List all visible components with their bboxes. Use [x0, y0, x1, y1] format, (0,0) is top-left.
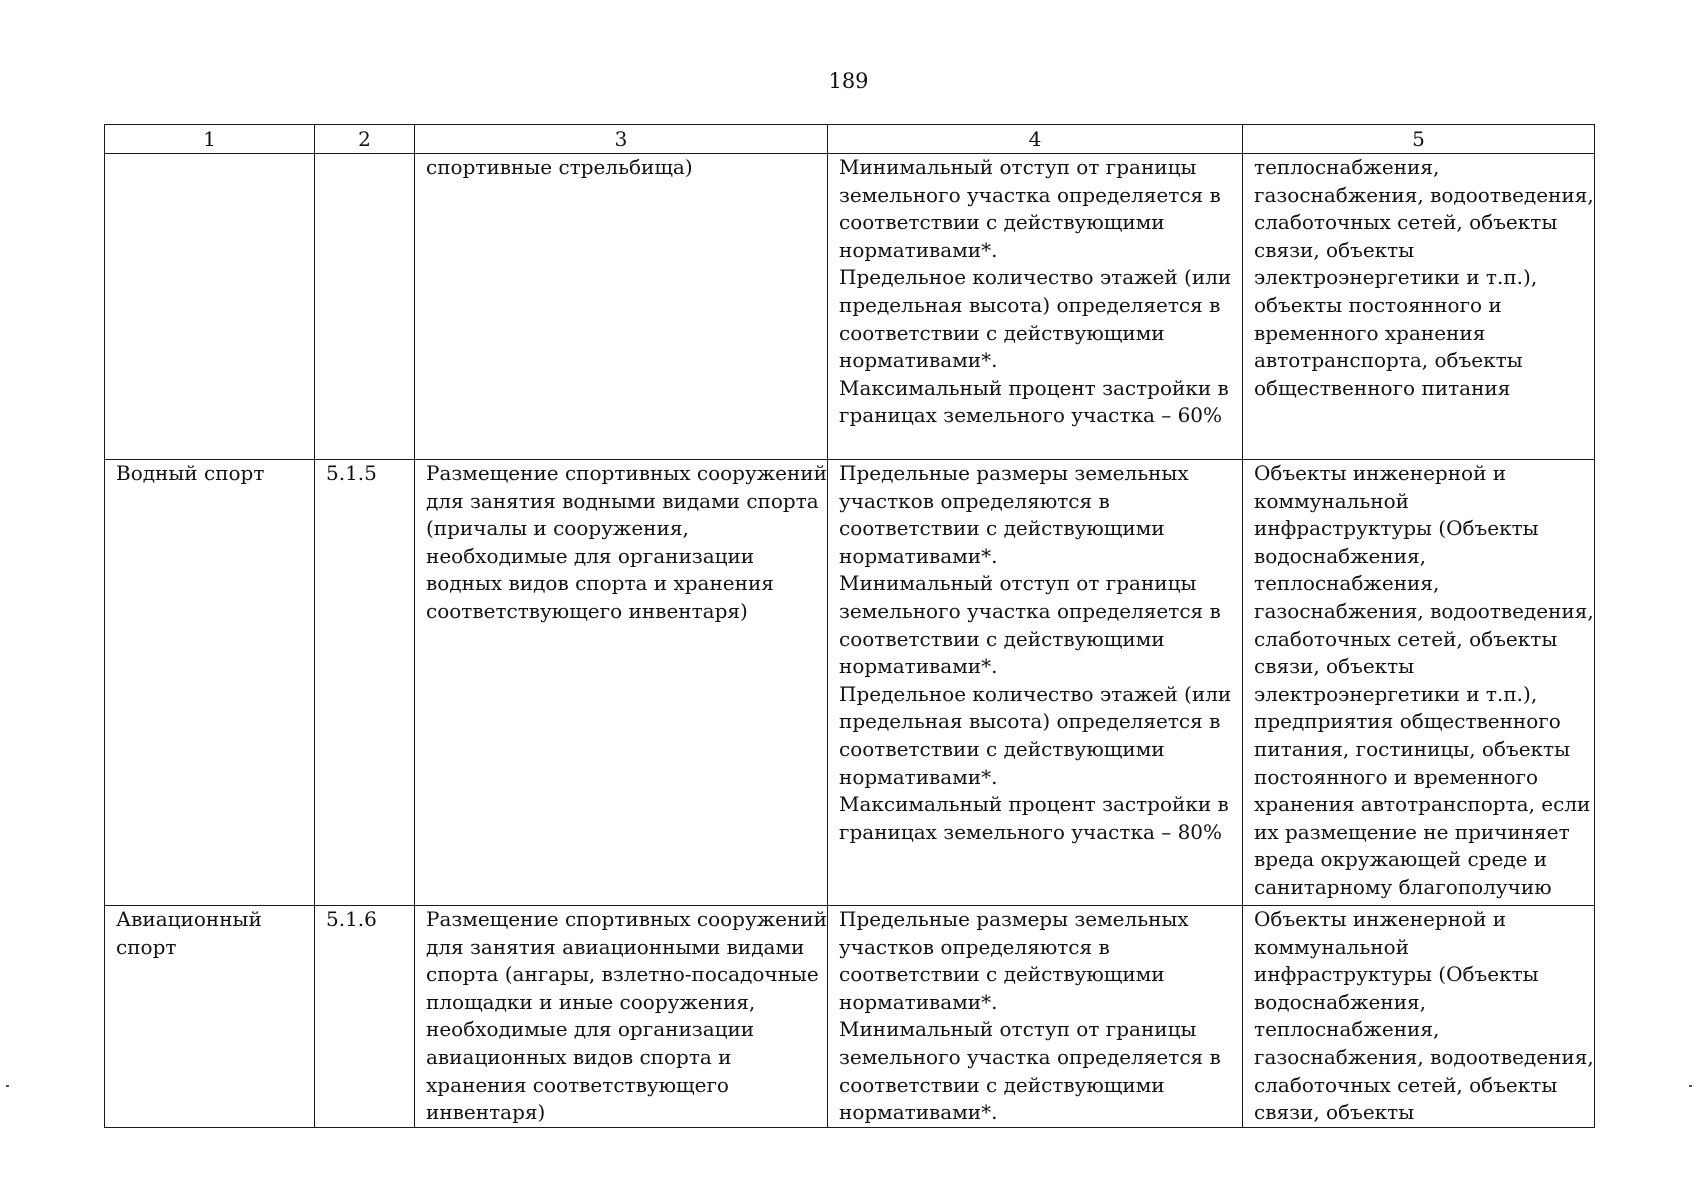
description-cell [415, 154, 828, 460]
text-line: соответствии с действующими [839, 626, 1165, 651]
text-line: слаботочных сетей, объекты [1254, 1072, 1558, 1097]
text-line: соответствии с действующими [839, 210, 1165, 235]
text-line: вреда окружающей среде и [1254, 847, 1548, 872]
text-line: связи, объекты [1254, 1100, 1415, 1125]
text-line: участков определяются в [839, 488, 1110, 513]
text-line: земельного участка определяется в [839, 598, 1221, 623]
text-line: Предельное количество этажей (или [839, 265, 1232, 290]
text-line: предприятия общественного [1254, 709, 1561, 734]
text-line: (причалы и сооружения, [426, 516, 689, 541]
text-line: границах земельного участка – 80% [839, 819, 1223, 844]
text-line: инфраструктуры (Объекты [1254, 516, 1539, 541]
land-use-table [104, 124, 1595, 1128]
text-line: нормативами*. [839, 237, 998, 262]
text-line: хранения соответствующего [426, 1072, 729, 1097]
text-line: водных видов спорта и хранения [426, 571, 774, 596]
text-line: теплоснабжения, [1254, 155, 1440, 179]
use-name-cell [105, 460, 315, 906]
column-number-3: 3 [415, 125, 828, 154]
text-line: авиационных видов спорта и [426, 1044, 732, 1069]
text-line: Максимальный процент застройки в [839, 375, 1229, 400]
text-line: нормативами*. [839, 1100, 998, 1125]
parameters-cell [828, 906, 1243, 1128]
text-line: участков определяются в [839, 934, 1110, 959]
text-line: соответствии с действующими [839, 1072, 1165, 1097]
text-line: постоянного и временного [1254, 764, 1539, 789]
text-line: соответствии с действующими [839, 320, 1165, 345]
column-number-1: 1 [105, 125, 315, 154]
text-line: земельного участка определяется в [839, 182, 1221, 207]
auxiliary-uses-cell [1243, 906, 1595, 1128]
parameters-cell [828, 154, 1243, 460]
text-line: Водный спорт [116, 461, 265, 485]
code-cell [315, 154, 415, 460]
text-line: 5.1.5 [326, 461, 377, 485]
text-line: Максимальный процент застройки в [839, 792, 1229, 817]
text-line: водоснабжения, [1254, 989, 1427, 1014]
text-line: Предельное количество этажей (или [839, 681, 1232, 706]
text-line: питания, гостиницы, объекты [1254, 736, 1571, 761]
code-cell [315, 906, 415, 1128]
text-line: хранения автотранспорта, если [1254, 792, 1591, 817]
text-line: Минимальный отступ от границы [839, 1017, 1197, 1042]
text-line: Объекты инженерной и [1254, 461, 1507, 485]
description-cell [415, 906, 828, 1128]
column-number-row [105, 125, 1595, 154]
text-line: предельная высота) определяется в [839, 709, 1221, 734]
text-line: теплоснабжения, [1254, 571, 1440, 596]
text-line: электроэнергетики и т.п.), [1254, 265, 1538, 290]
table-row-continuation [105, 154, 1595, 460]
text-line: объекты постоянного и [1254, 292, 1502, 317]
text-line: связи, объекты [1254, 654, 1415, 679]
text-line: соответствии с действующими [839, 736, 1165, 761]
text-line: временного хранения [1254, 320, 1486, 345]
text-line: газоснабжения, водоотведения, [1254, 182, 1594, 207]
text-line: спортивные стрельбища) [426, 155, 693, 179]
text-line: площадки и иные сооружения, [426, 989, 756, 1014]
text-line: необходимые для организации [426, 1017, 755, 1042]
text-line: слаботочных сетей, объекты [1254, 210, 1558, 235]
text-line: их размещение не причиняет [1254, 819, 1570, 844]
text-line: слаботочных сетей, объекты [1254, 626, 1558, 651]
page-number: 189 [828, 69, 869, 93]
text-line: Размещение спортивных сооружений [426, 461, 827, 485]
text-line: газоснабжения, водоотведения, [1254, 598, 1594, 623]
text-line: соответствующего инвентаря) [426, 598, 748, 623]
table-row-aviation-sport [105, 906, 1595, 1128]
use-name-cell [105, 154, 315, 460]
text-line: Предельные размеры земельных [839, 461, 1189, 485]
text-line: инфраструктуры (Объекты [1254, 962, 1539, 987]
text-line: Предельные размеры земельных [839, 907, 1189, 931]
text-line: предельная высота) определяется в [839, 292, 1221, 317]
text-line: инвентаря) [426, 1100, 546, 1125]
column-number-2: 2 [315, 125, 415, 154]
text-line: спорт [116, 934, 177, 959]
text-line: теплоснабжения, [1254, 1017, 1440, 1042]
text-line: границах земельного участка – 60% [839, 403, 1223, 428]
use-name-cell [105, 906, 315, 1128]
column-number-5: 5 [1243, 125, 1595, 154]
auxiliary-uses-cell [1243, 154, 1595, 460]
text-line: для занятия водными видами спорта [426, 488, 819, 513]
text-line: водоснабжения, [1254, 543, 1427, 568]
text-line: необходимые для организации [426, 543, 755, 568]
text-line: нормативами*. [839, 654, 998, 679]
scan-mark-right [1689, 1085, 1692, 1087]
text-line: 5.1.6 [326, 907, 377, 931]
text-line: Размещение спортивных сооружений [426, 907, 827, 931]
text-line: коммунальной [1254, 488, 1409, 513]
scan-mark-left [6, 1085, 9, 1087]
text-line: нормативами*. [839, 348, 998, 373]
parameters-cell [828, 460, 1243, 906]
column-number-4: 4 [828, 125, 1243, 154]
text-line: автотранспорта, объекты [1254, 348, 1523, 373]
text-line: Объекты инженерной и [1254, 907, 1507, 931]
text-line: общественного питания [1254, 375, 1511, 400]
text-line: Минимальный отступ от границы [839, 155, 1197, 179]
text-line: спорта (ангары, взлетно-посадочные [426, 962, 819, 987]
text-line: Минимальный отступ от границы [839, 571, 1197, 596]
auxiliary-uses-cell [1243, 460, 1595, 906]
text-line: газоснабжения, водоотведения, [1254, 1044, 1594, 1069]
text-line: соответствии с действующими [839, 962, 1165, 987]
text-line: нормативами*. [839, 764, 998, 789]
table-row-water-sport [105, 460, 1595, 906]
code-cell [315, 460, 415, 906]
text-line: санитарному благополучию [1254, 874, 1552, 899]
text-line: нормативами*. [839, 989, 998, 1014]
text-line: для занятия авиационными видами [426, 934, 805, 959]
text-line: Авиационный [116, 907, 262, 931]
text-line: связи, объекты [1254, 237, 1415, 262]
text-line: коммунальной [1254, 934, 1409, 959]
text-line: соответствии с действующими [839, 516, 1165, 541]
text-line: электроэнергетики и т.п.), [1254, 681, 1538, 706]
text-line: нормативами*. [839, 543, 998, 568]
description-cell [415, 460, 828, 906]
text-line: земельного участка определяется в [839, 1044, 1221, 1069]
